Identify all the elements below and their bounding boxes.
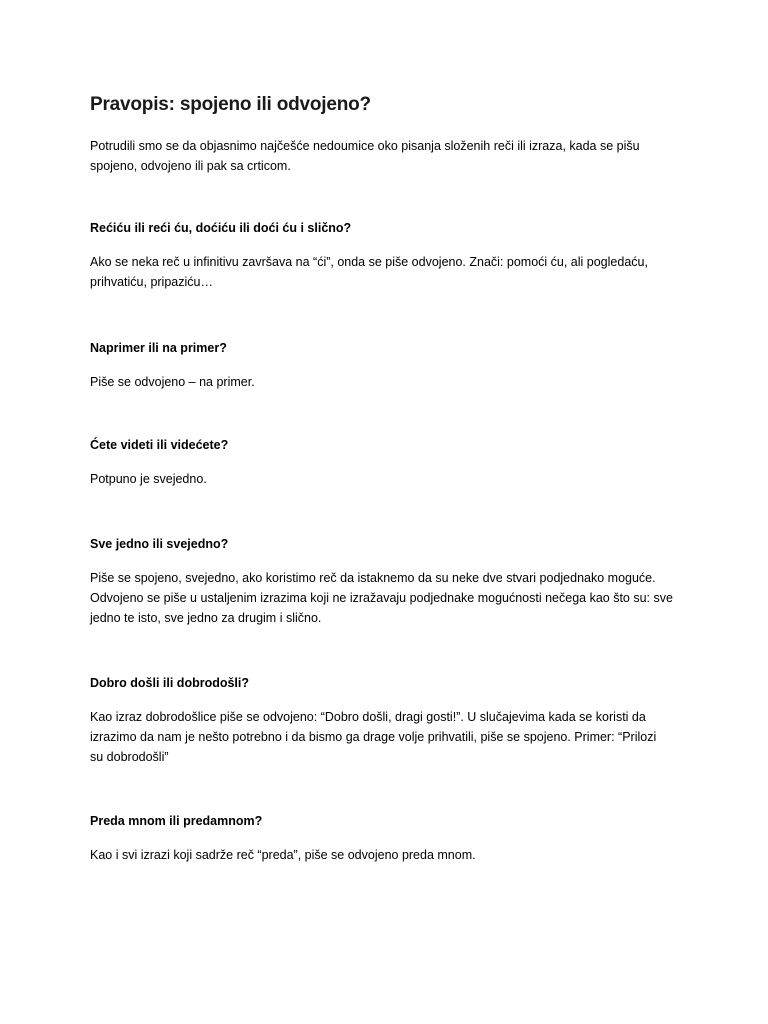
- section-answer: [90, 707, 656, 767]
- section-dobrodosli: [90, 673, 656, 767]
- document-title: Pravopis: spojeno ili odvojeno?: [90, 94, 371, 115]
- intro-line: spojeno, odvojeno ili pak sa crticom.: [90, 159, 291, 173]
- section-answer: [90, 568, 673, 628]
- answer-line: Piše se odvojeno – na primer.: [90, 375, 255, 389]
- intro-paragraph: [90, 136, 690, 176]
- intro-line: Potrudili smo se da objasnimo najčešće nedoumice oko pisanja složenih reči ili izraza, kada se pišu: [90, 139, 640, 153]
- section-question: Preda mnom ili predamnom?: [90, 814, 263, 828]
- section-svejedno: [90, 534, 673, 628]
- answer-line: su dobrodošli”: [90, 750, 169, 764]
- section-recicu: [90, 218, 648, 292]
- section-answer: [90, 372, 255, 392]
- section-answer: [90, 845, 476, 865]
- section-naprimer: [90, 338, 255, 392]
- answer-line: Potpuno je svejedno.: [90, 472, 207, 486]
- section-question: Naprimer ili na primer?: [90, 341, 227, 355]
- section-question: Dobro došli ili dobrodošli?: [90, 676, 250, 690]
- section-question: Rećiću ili reći ću, doćiću ili doći ću i slično?: [90, 221, 352, 235]
- answer-line: Piše se spojeno, svejedno, ako koristimo reč da istaknemo da su neke dve stvari podjednako moguće.: [90, 571, 656, 585]
- answer-line: Kao i svi izrazi koji sadrže reč “preda”, piše se odvojeno preda mnom.: [90, 848, 476, 862]
- answer-line: Ako se neka reč u infinitivu završava na “ći”, onda se piše odvojeno. Znači: pomoći ću, ali pogledaću,: [90, 255, 648, 269]
- answer-line: izrazimo da nam je nešto potrebno i da bismo ga drage volje prihvatili, piše se spojeno. Primer: “Prilozi: [90, 730, 657, 744]
- answer-line: Kao izraz dobrodošlice piše se odvojeno: “Dobro došli, dragi gosti!”. U slučajevima kada se koristi da: [90, 710, 646, 724]
- answer-line: jedno te isto, sve jedno za drugim i slično.: [90, 611, 322, 625]
- answer-line: Odvojeno se piše u ustaljenim izrazima koji ne izražavaju podjednake mogućnosti nečega kao što su: sve: [90, 591, 673, 605]
- answer-line: prihvatiću, pripaziću…: [90, 275, 213, 289]
- section-predamnom: [90, 811, 476, 865]
- section-videti: [90, 435, 228, 489]
- section-question: Sve jedno ili svejedno?: [90, 537, 229, 551]
- section-question: Ćete videti ili videćete?: [90, 438, 229, 452]
- document-page: [90, 92, 690, 862]
- section-answer: [90, 469, 228, 489]
- section-answer: [90, 252, 648, 292]
